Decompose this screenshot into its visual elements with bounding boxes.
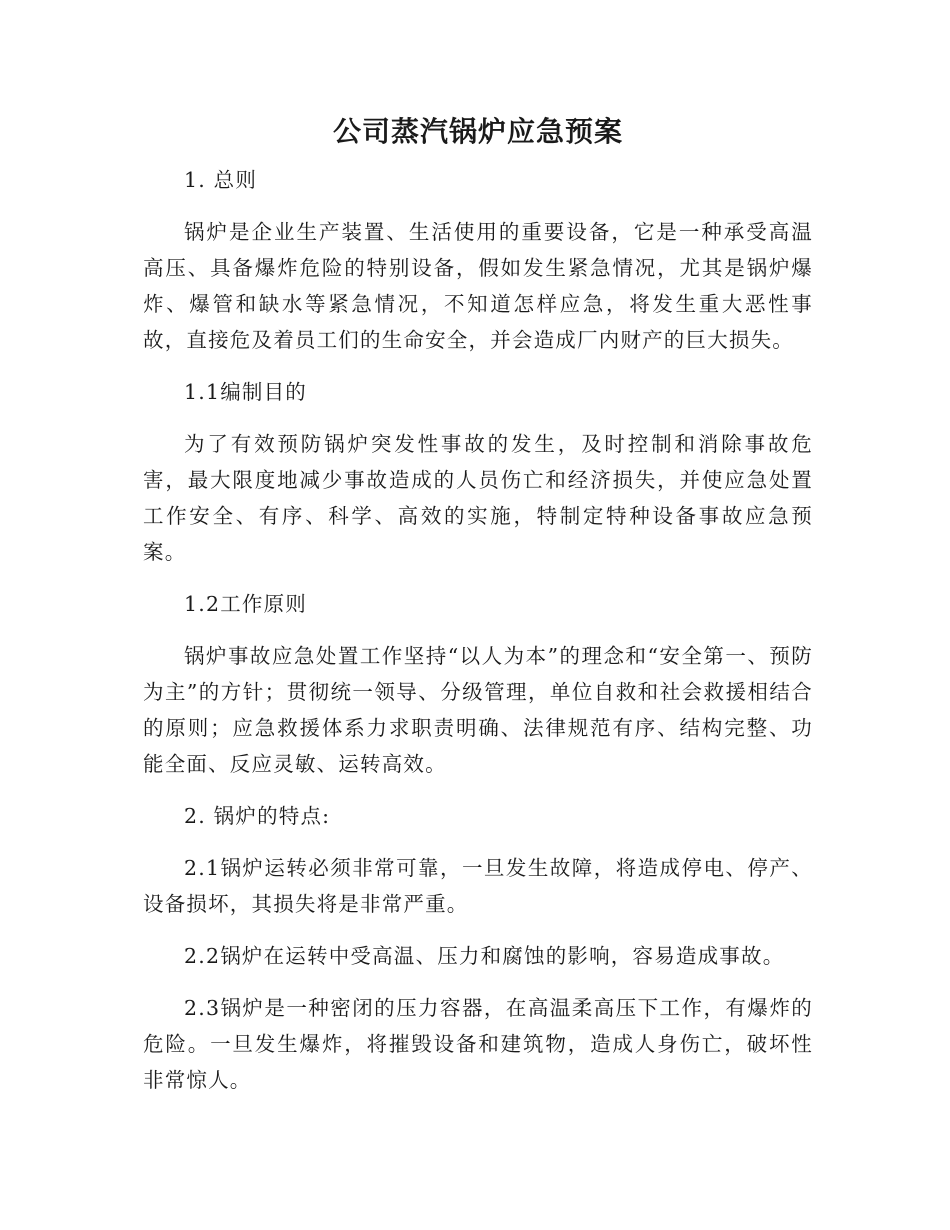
paragraph-principles: 锅炉事故应急处置工作坚持“以人为本”的理念和“安全第一、预防为主”的方针；贯彻统一领导、分级管理，单位自救和社会救援相结合的原则；应急救援体系力求职责明确、法律规范有序、结构完整、功能全面、反应灵敏、运转高效。 [143,644,813,776]
paragraph-purpose: 为了有效预防锅炉突发性事故的发生，及时控制和消除事故危害，最大限度地减少事故造成的人员伤亡和经济损失，并使应急处置工作安全、有序、科学、高效的实施，特制定特种设备事故应急预案。 [143,432,813,564]
section-heading-principles: 1.2工作原则 [184,592,308,616]
paragraph-feature-2-2: 2.2锅炉在运转中受高温、压力和腐蚀的影响，容易造成事故。 [184,944,785,968]
paragraph-feature-2-3: 2.3锅炉是一种密闭的压力容器，在高温柔高压下工作，有爆炸的危险。一旦发生爆炸，将摧毁设备和建筑物，造成人身伤亡，破坏性非常惊人。 [143,996,813,1092]
document-title: 公司蒸汽锅炉应急预案 [332,115,623,148]
section-heading-general: 1. 总则 [184,168,258,192]
section-heading-features: 2. 锅炉的特点: [184,804,331,828]
section-heading-purpose: 1.1编制目的 [184,380,308,404]
document-page [143,112,813,1114]
paragraph-feature-2-1: 2.1锅炉运转必须非常可靠，一旦发生故障，将造成停电、停产、设备损坏，其损失将是非常严重。 [143,856,813,916]
paragraph-general: 锅炉是企业生产装置、生活使用的重要设备，它是一种承受高温高压、具备爆炸危险的特别设备，假如发生紧急情况，尤其是锅炉爆炸、爆管和缺水等紧急情况，不知道怎样应急，将发生重大恶性事故，直接危及着员工们的生命安全，并会造成厂内财产的巨大损失。 [143,220,813,352]
